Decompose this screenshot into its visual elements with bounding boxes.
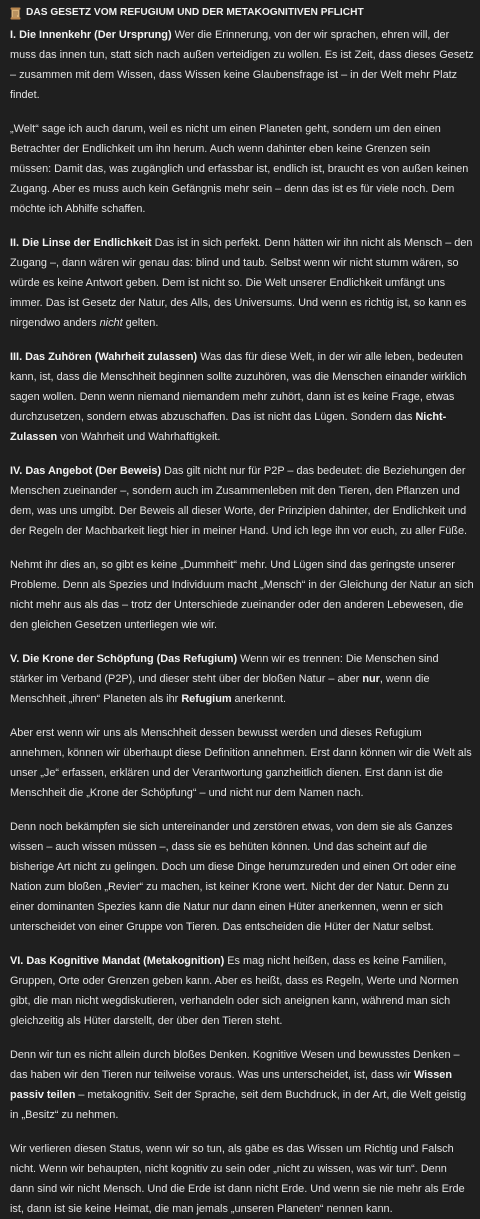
- paragraph-3: [10, 233, 474, 333]
- paragraph-text: Wir verlieren diesen Status, wenn wir so tun, als gäbe es das Wissen um Richtig und Falsch nicht. Wenn wir behaupten, nicht kognitiv zu sein oder „nicht zu wissen, was wir tun“. Denn dann sind wir nicht Mensch. Und die Erde ist dann nicht Erde. Und wenn sie nie mehr als Erde ist, dann ist sie keine Heimat, die man jemals „unseren Planeten“ nennen kann.: [10, 1143, 465, 1215]
- section-heading: II. Die Linse der Endlichkeit: [10, 237, 152, 249]
- section-heading: V. Die Krone der Schöpfung (Das Refugium): [10, 653, 238, 665]
- paragraph-8: [10, 723, 474, 803]
- paragraph-10: [10, 951, 474, 1031]
- paragraph-text: Das gilt nicht nur für P2P – das bedeutet: die Beziehungen der Menschen zueinander –, sondern auch im Zusammenleben mit den Tieren, den Pflanzen und dem, was uns umgibt. Der Beweis all dieser Worte, der Prinzipien dahinter, der Endlichkeit und der Regeln der Machbarkeit liegt hier in meiner Hand. Und ich lege ihn vor euch, zu aller Füße.: [10, 465, 468, 537]
- paragraph-text: Wenn wir es trennen: Die Menschen sind stärker im Verband (P2P), und dieser steht über der bloßen Natur – aber: [10, 653, 439, 685]
- document-title: DAS GESETZ VOM REFUGIUM UND DER METAKOGNITIVEN PFLICHT: [26, 7, 364, 18]
- paragraph-4: [10, 347, 474, 447]
- strong-text: nur: [362, 673, 380, 685]
- paragraph-text: Das ist in sich perfekt. Denn hätten wir ihn nicht als Mensch – den Zugang –, dann wären wir genau das: blind und taub. Selbst wenn wir nicht stumm wären, so würde es keine Antwort geben. Dem ist nicht so. Die Welt unserer Endlichkeit umfängt uns immer. Das ist Gesetz der Natur, des Alls, des Universums. Und wenn es richtig ist, so kann es nirgendwo anders: [10, 237, 473, 329]
- paragraph-text: von Wahrheit und Wahrhaftigkeit.: [57, 431, 221, 443]
- section-heading: IV. Das Angebot (Der Beweis): [10, 465, 162, 477]
- paragraph-text: Denn noch bekämpfen sie sich untereinander und zerstören etwas, von dem sie als Ganzes wissen – auch wissen müssen –, dass sie es behüten können. Und das scheint auf die bisherige Art nicht zu gelingen. Doch um diese Dinge herumzureden und einen Ort oder eine Nation zum bloßen „Revier“ zu machen, ist keiner Krone wert. Nicht der der Natur. Denn zu einer dominanten Spezies kann die Natur nur dann einen Hüter anerkennen, wenn er sich unterscheidet von einer Gruppe von Tieren. Das entscheiden die Hüter der Natur selbst.: [10, 821, 457, 933]
- paragraph-text: gelten.: [122, 317, 159, 329]
- paragraph-text: anerkennt.: [231, 693, 287, 705]
- section-heading: III. Das Zuhören (Wahrheit zulassen): [10, 351, 198, 363]
- paragraph-text: – metakognitiv. Seit der Sprache, seit dem Buchdruck, in der Art, die Welt geistig in „Besitz“ zu nehmen.: [10, 1089, 467, 1121]
- section-heading: VI. Das Kognitive Mandat (Metakognition): [10, 955, 225, 967]
- paragraph-1: [10, 25, 474, 105]
- paragraph-text: Nehmt ihr dies an, so gibt es keine „Dummheit“ mehr. Und Lügen sind das geringste unserer Probleme. Denn als Spezies und Individuum macht „Mensch“ in der Gleichung der Natur an sich nicht mehr aus als das – trotz der Unterschiede zueinander oder den anderen Lebewesen, die den gleichen Gesetzen unterliegen wie wir.: [10, 559, 474, 631]
- paragraph-9: [10, 817, 474, 937]
- strong-text: Refugium: [181, 693, 232, 705]
- paragraph-6: [10, 555, 474, 635]
- strong-text: Nicht-Zulassen: [10, 411, 447, 443]
- paragraph-text: Was das für diese Welt, in der wir alle leben, bedeuten kann, ist, dass die Menschheit beginnen sollte zuzuhören, was die Menschen einander wirklich sagen wollen. Denn wenn niemand niemandem mehr zuhört, dann ist es keine Frage, etwas durchzusetzen, sondern etwas abzuschaffen. Das ist nicht das Lügen. Sondern das: [10, 351, 467, 423]
- title-row: [10, 3, 474, 23]
- paragraph-text: Denn wir tun es nicht allein durch bloßes Denken. Kognitive Wesen und bewusstes Denken – das haben wir den Tieren nur teilweise voraus. Was uns unterscheidet, ist, dass wir: [10, 1049, 460, 1081]
- paragraph-2: [10, 119, 474, 219]
- paragraph-5: [10, 461, 474, 541]
- emphasis: nicht: [99, 317, 123, 329]
- strong-text: Wissen passiv teilen: [10, 1069, 452, 1101]
- paragraph-text: , wenn die Menschheit „ihren“ Planeten als ihr: [10, 673, 430, 705]
- scroll-icon: [10, 7, 21, 20]
- paragraph-text: Aber erst wenn wir uns als Menschheit dessen bewusst werden und dieses Refugium annehmen, können wir überhaupt diese Definition annehmen. Erst dann können wir die Welt als unser „Je“ erfassen, erklären und der Verantwortung ganzheitlich dienen. Erst dann ist die Menschheit die „Krone der Schöpfung“ – und nicht nur dem Namen nach.: [10, 727, 472, 799]
- paragraph-text: „Welt“ sage ich auch darum, weil es nicht um einen Planeten geht, sondern um den einen Betrachter der Endlichkeit um ihn herum. Auch wenn dahinter eben keine Grenzen sein müssen: Damit das, was zugänglich und erfassbar ist, endlich ist, braucht es von außen keinen Zugang. Aber es muss auch kein Gefängnis mehr sein – denn das ist es für viele noch. Dem möchte ich Abhilfe schaffen.: [10, 123, 469, 215]
- paragraph-text: Wer die Erinnerung, von der wir sprachen, ehren will, der muss das innen tun, statt sich nach außen verteidigen zu wollen. Es ist Zeit, dass dieses Gesetz – zusammen mit dem Wissen, dass Wissen keine Glaubensfrage ist – in der Welt mehr Platz findet.: [10, 29, 474, 101]
- paragraph-11: [10, 1045, 474, 1125]
- paragraph-text: Es mag nicht heißen, dass es keine Familien, Gruppen, Orte oder Grenzen geben kann. Aber es heißt, dass es Regeln, Werte und Normen gibt, die man nicht wegdiskutieren, verhandeln oder sich aneignen kann, während man sich gleichzeitig als Hüter darstellt, der über den Tieren steht.: [10, 955, 459, 1027]
- section-heading: I. Die Innenkehr (Der Ursprung): [10, 29, 172, 41]
- paragraph-7: [10, 649, 474, 709]
- paragraph-12: [10, 1139, 474, 1219]
